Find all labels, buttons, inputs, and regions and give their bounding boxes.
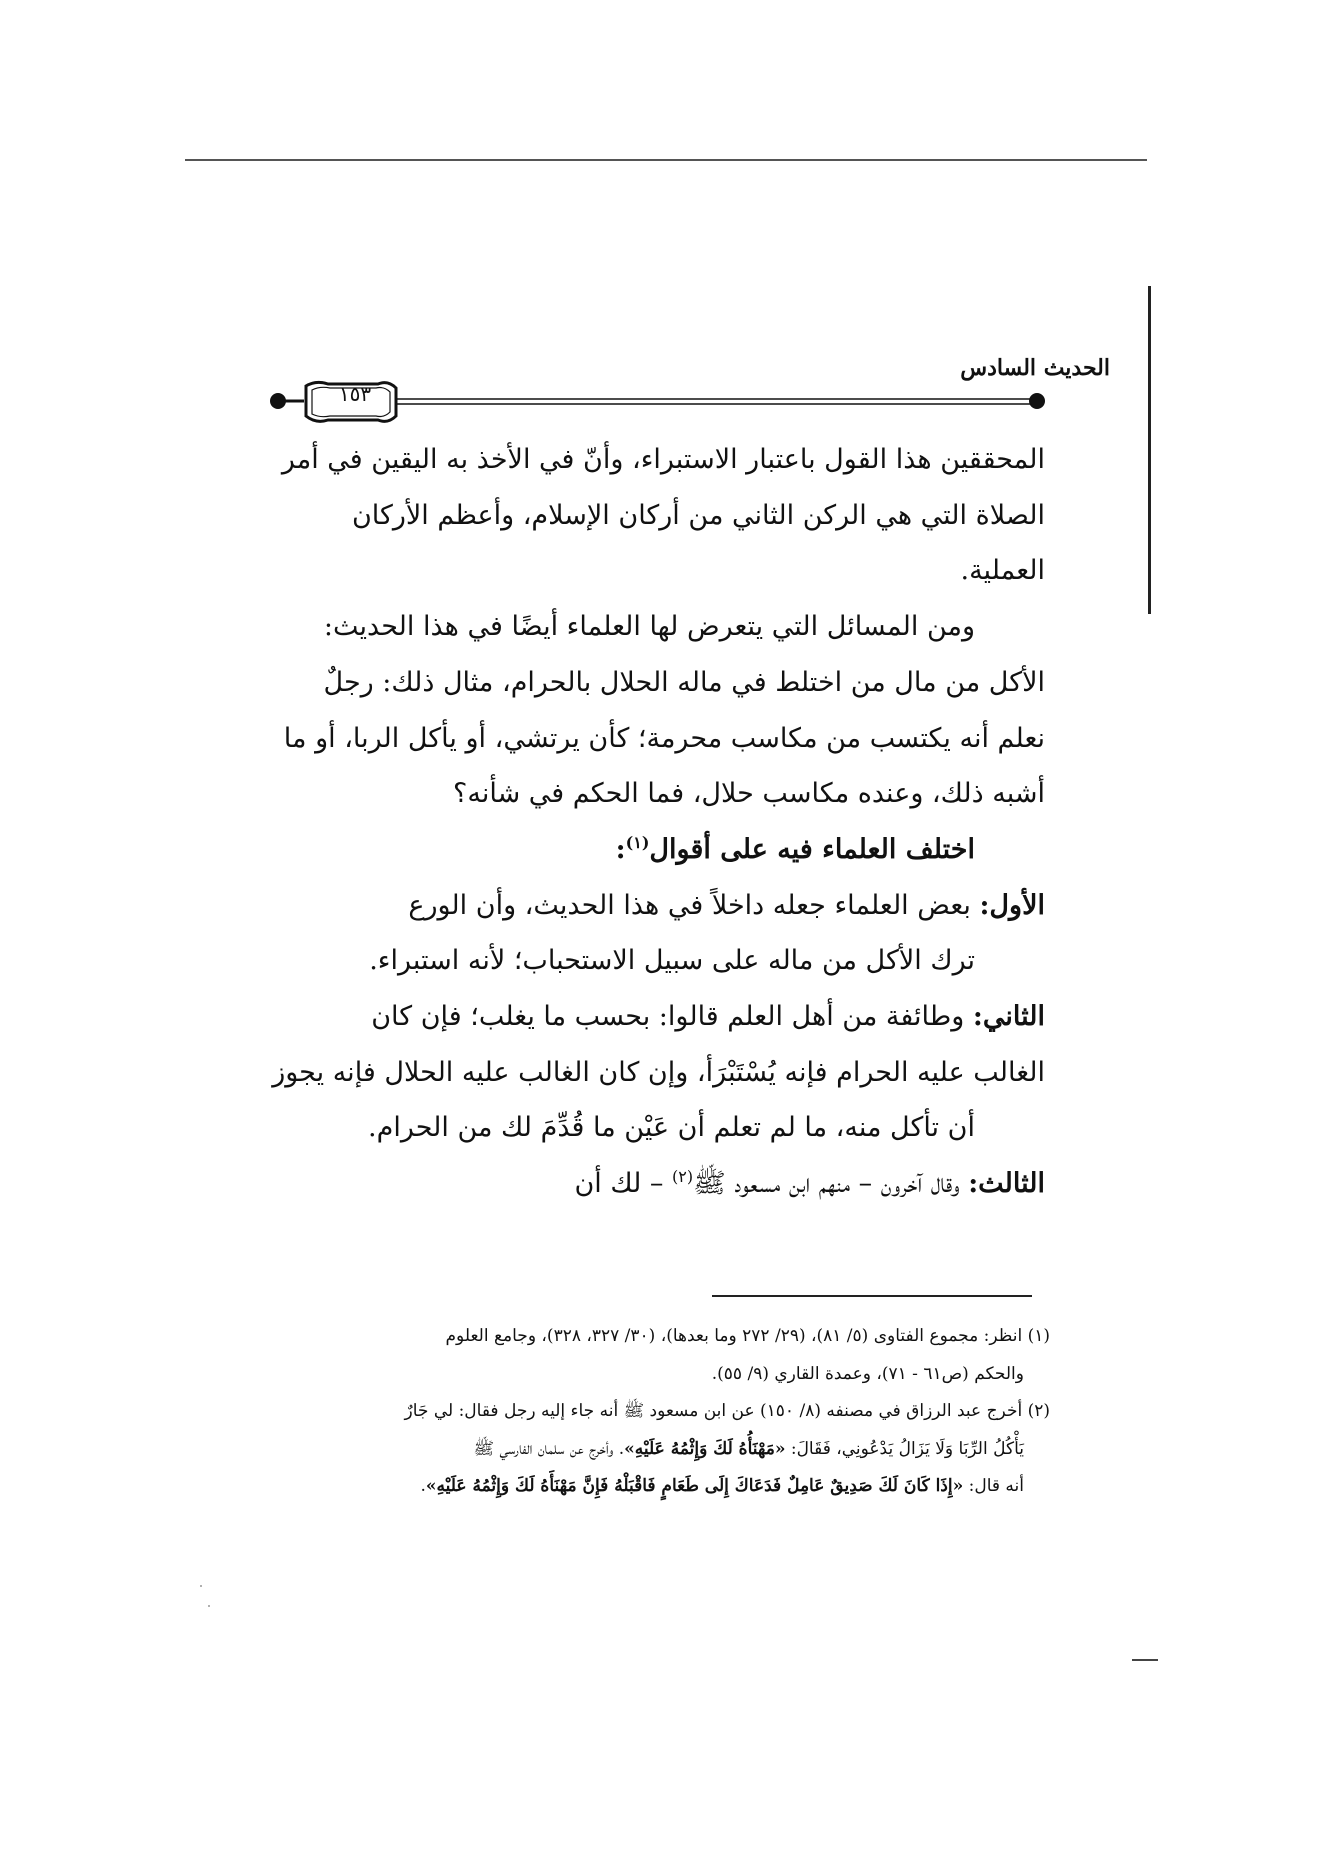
footnotes <box>260 1318 1050 1506</box>
scan-speck <box>208 1605 210 1607</box>
text-line: المحققين هذا القول باعتبار الاستبراء، وأنّ في الأخذ به اليقين في أمر <box>281 444 1045 475</box>
heading-text: اختلف العلماء فيه على أقوال <box>649 833 975 865</box>
main-text <box>270 432 1045 1212</box>
text-line: العملية. <box>960 555 1045 587</box>
text-line: ومن المسائل التي يتعرض لها العلماء أيضًا في هذا الحديث: <box>323 611 975 643</box>
footnote-line: (٢) أخرج عبد الرزاق في مصنفه (٨/ ١٥٠) عن ابن مسعود ﷺ أنه جاء إليه رجل فقال: لي جَارٌ <box>404 1401 1050 1421</box>
hadith-quote: «مَهْنَأُهُ لَكَ وَإِثْمُهُ عَلَيْهِ» <box>624 1438 786 1459</box>
text-line: الأكل من مال من اختلط في ماله الحلال بالحرام، مثال ذلك: رجلٌ <box>323 666 1045 698</box>
hadith-quote: «إِذَا كَانَ لَكَ صَدِيقٌ عَامِلٌ فَدَعَاكَ إِلَى طَعَامٍ فَاقْبَلْهُ فَإِنَّ مَهْنَأَهُ لَكَ وَإِثْمُهُ عَلَيْهِ» <box>425 1476 964 1496</box>
text-line <box>270 878 1045 934</box>
scan-margin-line <box>1148 286 1151 614</box>
footnote-text: أنه قال: <box>963 1476 1024 1496</box>
text-line: أشبه ذلك، وعنده مكاسب حلال، فما الحكم في شأنه؟ <box>453 778 1045 810</box>
footnote-line <box>260 1431 1050 1469</box>
footnote-line: والحكم (ص٦١ - ٧١)، وعمدة القاري (٩/ ٥٥). <box>711 1363 1024 1384</box>
text-line <box>270 989 1045 1045</box>
footnote-text: . وأخرج عن سلمان الفارسي ﷺ <box>473 1438 625 1459</box>
footnote-separator <box>712 1295 1032 1297</box>
text-line: الصلاة التي هي الركن الثاني من أركان الإسلام، وأعظم الأركان <box>351 499 1045 531</box>
section-heading <box>270 822 1045 878</box>
footnote-line: (١) انظر: مجموع الفتاوى (٥/ ٨١)، (٢٩/ ٢٧٢ وما بعدها)، (٣٠/ ٣٢٧، ٣٢٨)، وجامع العلوم <box>445 1326 1050 1346</box>
opinion-text: وقال آخرون – منهم ابن مسعود ﷺ <box>693 1168 969 1200</box>
opinion-text: بعض العلماء جعله داخلاً في هذا الحديث، وأن الورع <box>408 889 980 921</box>
heading-colon: : <box>615 833 626 865</box>
text-line <box>270 1156 1045 1212</box>
footnote-line <box>260 1468 1050 1506</box>
opinion-label: الأول: <box>979 889 1045 921</box>
footnote-text: . <box>420 1476 426 1496</box>
footnote-ref: (١) <box>625 832 650 852</box>
footnote-ref: (٢) <box>672 1167 694 1187</box>
running-title: الحديث السادس <box>960 355 1110 381</box>
text-line: الغالب عليه الحرام فإنه يُسْتَبْرَأ، وإن كان الغالب عليه الحلال فإنه يجوز <box>272 1056 1045 1088</box>
text-line: أن تأكل منه، ما لم تعلم أن عَيْن ما قُدِّمَ لك من الحرام. <box>368 1112 975 1144</box>
text-line: ترك الأكل من ماله على سبيل الاستحباب؛ لأنه استبراء. <box>369 945 975 977</box>
page-number: ١٥٣ <box>338 382 372 406</box>
opinion-text: وطائفة من أهل العلم قالوا: بحسب ما يغلب؛ فإن كان <box>371 1001 973 1033</box>
text-line: نعلم أنه يكتسب من مكاسب محرمة؛ كأن يرتشي، أو يأكل الربا، أو ما <box>283 722 1045 754</box>
opinion-label: الثاني: <box>972 1001 1045 1033</box>
opinion-text-end: – لك أن <box>574 1168 673 1200</box>
scan-speck <box>200 1585 202 1587</box>
opinion-label: الثالث: <box>968 1168 1045 1200</box>
footnote-text: يَأْكُلُ الرِّبَا وَلَا يَزَالُ يَدْعُونِي، فَقَالَ: <box>785 1438 1024 1459</box>
scan-edge-line <box>185 159 1147 161</box>
scan-margin-mark <box>1132 1659 1158 1661</box>
